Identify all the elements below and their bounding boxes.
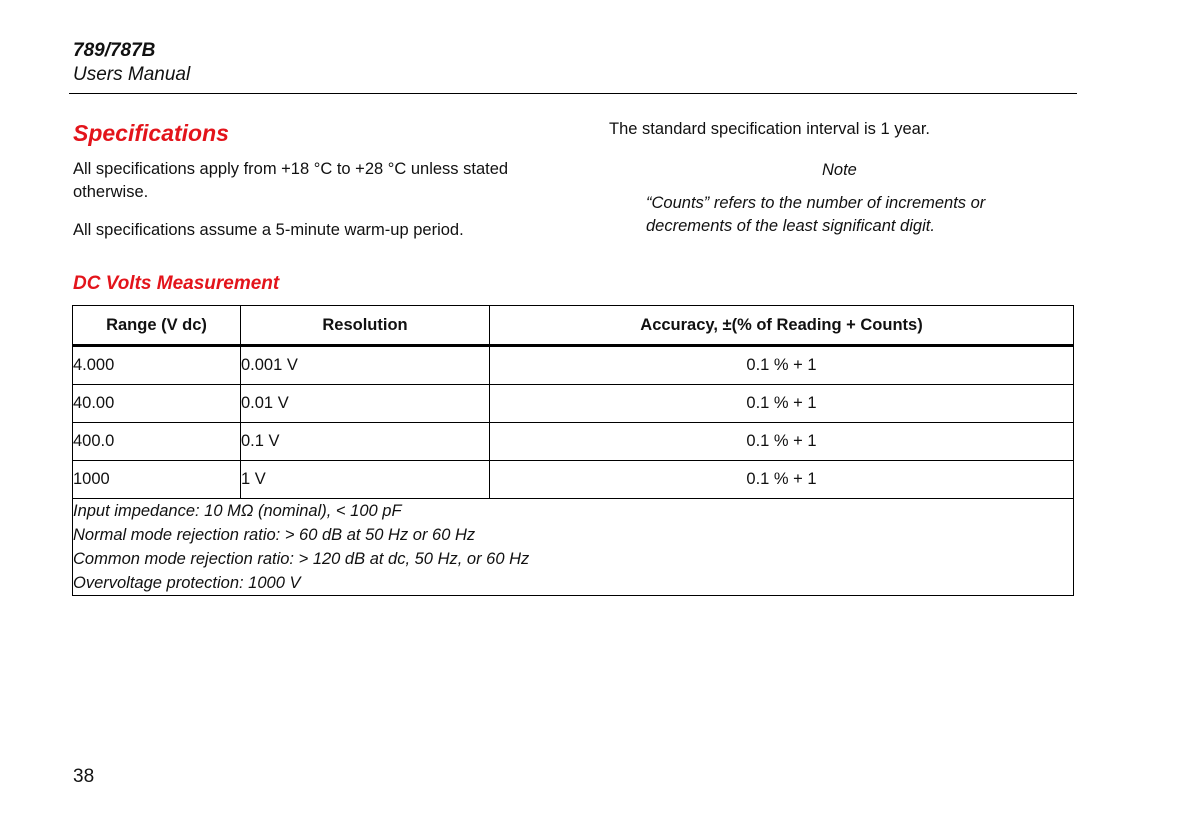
table-row <box>73 385 1074 423</box>
resolution-cell: 0.01 V <box>241 385 490 423</box>
range-cell: 400.0 <box>73 423 241 461</box>
note-label: Note <box>822 161 857 179</box>
accuracy-cell: 0.1 % + 1 <box>490 385 1074 423</box>
spec-interval-paragraph: The standard specification interval is 1 year. <box>609 120 931 138</box>
column-header-accuracy: Accuracy, ±(% of Reading + Counts) <box>490 306 1074 346</box>
column-header-range: Range (V dc) <box>73 306 241 346</box>
resolution-cell: 0.001 V <box>241 346 490 385</box>
table-notes-row <box>73 499 1074 596</box>
table-row <box>73 461 1074 499</box>
column-header-resolution: Resolution <box>241 306 490 346</box>
section-title: Specifications <box>73 120 229 146</box>
accuracy-cell: 0.1 % + 1 <box>490 461 1074 499</box>
resolution-cell: 0.1 V <box>241 423 490 461</box>
dc-volts-title: DC Volts Measurement <box>73 273 280 294</box>
table-notes <box>73 499 1074 596</box>
document-model: 789/787B <box>73 40 156 61</box>
accuracy-cell: 0.1 % + 1 <box>490 346 1074 385</box>
note-text: “Counts” refers to the number of increments or decrements of the least significant digit. <box>646 194 986 235</box>
table-row <box>73 423 1074 461</box>
accuracy-cell: 0.1 % + 1 <box>490 423 1074 461</box>
table-row <box>73 346 1074 385</box>
page-number: 38 <box>73 766 95 787</box>
range-cell: 4.000 <box>73 346 241 385</box>
document-subtitle: Users Manual <box>73 64 191 85</box>
range-cell: 40.00 <box>73 385 241 423</box>
spec-temperature-paragraph: All specifications apply from +18 °C to +28 °C unless stated otherwise. <box>73 160 509 201</box>
header-divider <box>69 93 1077 94</box>
resolution-cell: 1 V <box>241 461 490 499</box>
table-header-row <box>73 306 1074 346</box>
spec-warmup-paragraph: All specifications assume a 5-minute warm-up period. <box>73 221 464 239</box>
dc-volts-table <box>72 305 1074 596</box>
note-overvoltage-protection: Overvoltage protection: 1000 V <box>73 574 301 592</box>
note-common-mode-rejection: Common mode rejection ratio: > 120 dB at dc, 50 Hz, or 60 Hz <box>73 550 530 568</box>
note-normal-mode-rejection: Normal mode rejection ratio: > 60 dB at 50 Hz or 60 Hz <box>73 526 476 544</box>
range-cell: 1000 <box>73 461 241 499</box>
note-input-impedance: Input impedance: 10 MΩ (nominal), < 100 pF <box>73 502 402 520</box>
